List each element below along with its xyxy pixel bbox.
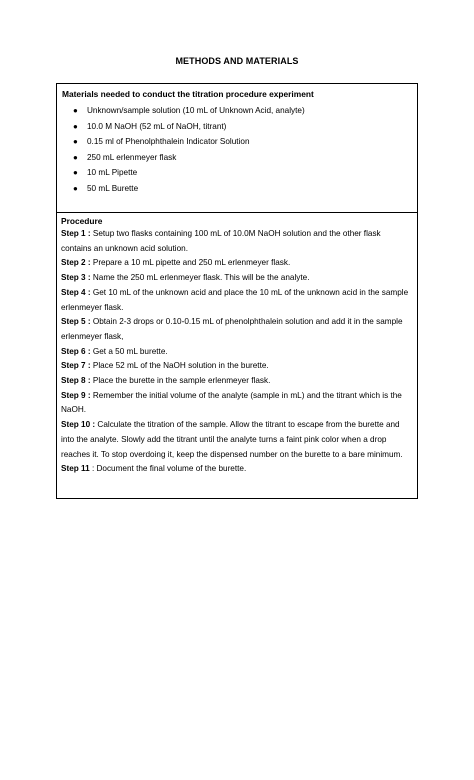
- procedure-step: [61, 286, 413, 315]
- step-label: Step 8 :: [61, 376, 91, 386]
- step-label: Step 11: [61, 464, 90, 474]
- bullet-icon: ●: [73, 168, 78, 178]
- procedure-step: [61, 256, 413, 271]
- step-text: Place 52 mL of the NaOH solution in the burette.: [90, 361, 269, 371]
- step-text: Prepare a 10 mL pipette and 250 mL erlenmeyer flask.: [90, 258, 291, 268]
- materials-item-text: 50 mL Burette: [87, 183, 139, 193]
- materials-list-item: [73, 150, 305, 166]
- step-label: Step 6 :: [61, 346, 91, 356]
- step-text: Get a 50 mL burette.: [90, 346, 168, 356]
- bullet-icon: ●: [73, 183, 78, 193]
- step-label: Step 7 :: [61, 361, 91, 371]
- bullet-icon: ●: [73, 137, 78, 147]
- procedure-step: [61, 462, 413, 477]
- procedure-step: [61, 227, 413, 256]
- procedure-step: [61, 374, 413, 389]
- procedure-step: [61, 315, 413, 344]
- procedure-heading: Procedure: [61, 216, 103, 226]
- procedure-section: [56, 212, 418, 499]
- materials-item-text: 0.15 ml of Phenolphthalein Indicator Solution: [87, 137, 250, 147]
- procedure-step: [61, 271, 413, 286]
- step-label: Step 2 :: [61, 258, 91, 268]
- bullet-icon: ●: [73, 152, 78, 162]
- procedure-step: [61, 389, 413, 418]
- step-text: : Document the final volume of the burette.: [89, 464, 247, 474]
- materials-item-text: 10.0 M NaOH (52 mL of NaOH, titrant): [87, 121, 227, 131]
- materials-list: [73, 103, 305, 197]
- materials-list-item: [73, 134, 305, 150]
- step-text: Calculate the titration of the sample. Allow the titrant to escape from the burette and into the analyte. Slowly add the titrant until the analyte turns a faint pink color when a drop reaches it. To stop overdoing it, keep the dispensed number on the burette to a bare minimum.: [61, 420, 403, 459]
- materials-list-item: [73, 119, 305, 135]
- materials-item-text: 10 mL Pipette: [87, 168, 138, 178]
- materials-item-text: Unknown/sample solution (10 mL of Unknown Acid, analyte): [87, 106, 305, 115]
- step-text: Obtain 2-3 drops or 0.10-0.15 mL of phenolphthalein solution and add it in the sample erlenmeyer flask,: [61, 317, 403, 341]
- procedure-step: [61, 418, 413, 462]
- materials-list-item: [73, 103, 305, 119]
- step-text: Name the 250 mL erlenmeyer flask. This will be the analyte.: [90, 273, 310, 283]
- step-label: Step 1 :: [61, 229, 91, 238]
- step-label: Step 10 :: [61, 420, 96, 430]
- bullet-icon: ●: [73, 106, 78, 115]
- step-text: Place the burette in the sample erlenmeyer flask.: [90, 376, 271, 386]
- step-text: Setup two flasks containing 100 mL of 10.0M NaOH solution and the other flask contains an unknown acid solution.: [61, 229, 381, 253]
- step-text: Remember the initial volume of the analyte (sample in mL) and the titrant which is the NaOH.: [61, 390, 402, 415]
- procedure-step: [61, 359, 413, 374]
- step-text: Get 10 mL of the unknown acid and place the 10 mL of the unknown acid in the sample erlenmeyer flask.: [61, 287, 409, 312]
- page-title: METHODS AND MATERIALS: [175, 56, 299, 66]
- materials-section: [56, 83, 418, 212]
- materials-item-text: 250 mL erlenmeyer flask: [87, 152, 177, 162]
- step-label: Step 3 :: [61, 273, 91, 283]
- step-label: Step 9 :: [61, 390, 91, 400]
- procedure-steps: [61, 227, 413, 477]
- materials-list-item: [73, 165, 305, 181]
- procedure-step: [61, 345, 413, 360]
- step-label: Step 5 :: [61, 317, 91, 327]
- materials-heading: Materials needed to conduct the titration procedure experiment: [62, 89, 314, 99]
- materials-list-item: [73, 181, 305, 197]
- bullet-icon: ●: [73, 121, 78, 131]
- step-label: Step 4 :: [61, 287, 91, 297]
